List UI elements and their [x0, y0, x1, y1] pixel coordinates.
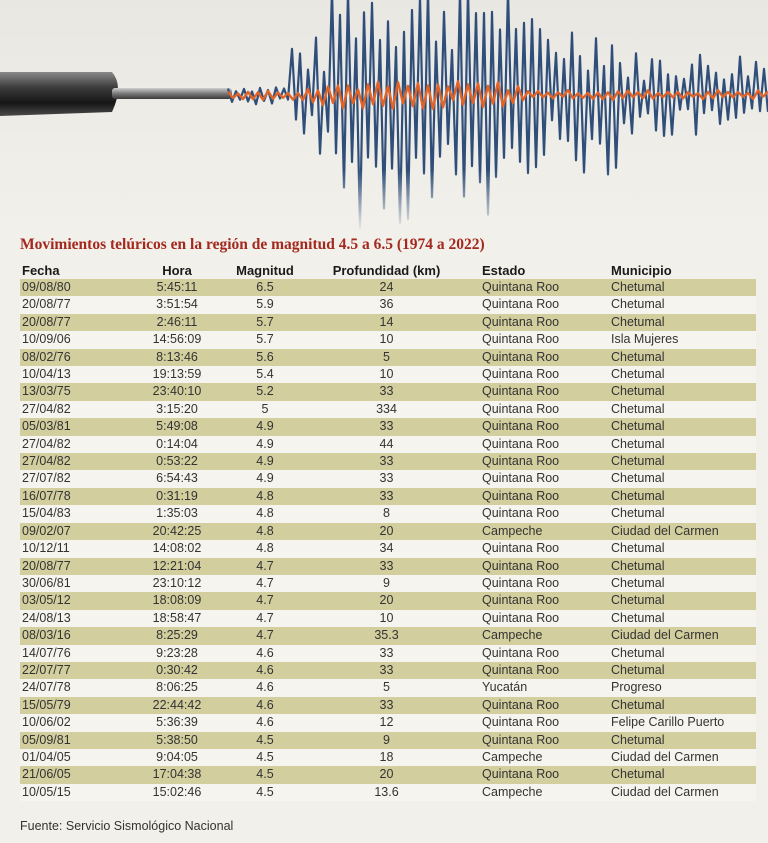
cell-municipio: Chetumal	[607, 453, 756, 470]
cell-estado: Quintana Roo	[470, 401, 607, 418]
table-row	[20, 558, 756, 575]
cell-municipio: Chetumal	[607, 540, 756, 557]
cell-fecha: 24/07/78	[20, 679, 127, 696]
cell-estado: Quintana Roo	[470, 732, 607, 749]
cell-municipio: Chetumal	[607, 383, 756, 400]
cell-estado: Quintana Roo	[470, 575, 607, 592]
cell-magnitud: 4.6	[227, 714, 303, 731]
cell-profundidad: 33	[303, 470, 470, 487]
cell-magnitud: 4.9	[227, 436, 303, 453]
cell-magnitud: 4.9	[227, 418, 303, 435]
cell-profundidad: 9	[303, 732, 470, 749]
cell-profundidad: 33	[303, 697, 470, 714]
cell-hora: 2:46:11	[127, 314, 227, 331]
cell-magnitud: 5.9	[227, 296, 303, 313]
cell-estado: Quintana Roo	[470, 592, 607, 609]
table-row	[20, 592, 756, 609]
cell-municipio: Chetumal	[607, 697, 756, 714]
cell-municipio: Isla Mujeres	[607, 331, 756, 348]
table-row	[20, 418, 756, 435]
seismograph-illustration	[0, 0, 768, 232]
cell-profundidad: 36	[303, 296, 470, 313]
cell-fecha: 22/07/77	[20, 662, 127, 679]
cell-magnitud: 4.8	[227, 505, 303, 522]
cell-hora: 5:38:50	[127, 732, 227, 749]
cell-fecha: 08/02/76	[20, 349, 127, 366]
cell-municipio: Chetumal	[607, 575, 756, 592]
cell-municipio: Chetumal	[607, 505, 756, 522]
cell-municipio: Ciudad del Carmen	[607, 784, 756, 801]
cell-municipio: Ciudad del Carmen	[607, 523, 756, 540]
cell-estado: Quintana Roo	[470, 697, 607, 714]
cell-municipio: Chetumal	[607, 470, 756, 487]
cell-municipio: Chetumal	[607, 662, 756, 679]
cell-hora: 23:10:12	[127, 575, 227, 592]
table-row	[20, 453, 756, 470]
cell-hora: 8:06:25	[127, 679, 227, 696]
cell-hora: 17:04:38	[127, 766, 227, 783]
cell-municipio: Chetumal	[607, 766, 756, 783]
cell-profundidad: 20	[303, 766, 470, 783]
cell-magnitud: 4.8	[227, 540, 303, 557]
cell-estado: Campeche	[470, 749, 607, 766]
cell-magnitud: 5.2	[227, 383, 303, 400]
cell-profundidad: 33	[303, 558, 470, 575]
cell-fecha: 10/12/11	[20, 540, 127, 557]
cell-fecha: 13/03/75	[20, 383, 127, 400]
cell-estado: Quintana Roo	[470, 662, 607, 679]
cell-hora: 5:45:11	[127, 279, 227, 296]
cell-magnitud: 4.7	[227, 610, 303, 627]
table-title: Movimientos telúricos en la región de magnitud 4.5 a 6.5 (1974 a 2022)	[20, 236, 485, 253]
table-row	[20, 331, 756, 348]
table-row	[20, 749, 756, 766]
cell-estado: Quintana Roo	[470, 470, 607, 487]
table-row	[20, 488, 756, 505]
cell-hora: 6:54:43	[127, 470, 227, 487]
cell-magnitud: 5.4	[227, 366, 303, 383]
cell-estado: Yucatán	[470, 679, 607, 696]
cell-fecha: 20/08/77	[20, 314, 127, 331]
cell-estado: Campeche	[470, 627, 607, 644]
cell-profundidad: 10	[303, 610, 470, 627]
cell-profundidad: 35.3	[303, 627, 470, 644]
cell-fecha: 27/04/82	[20, 453, 127, 470]
cell-profundidad: 24	[303, 279, 470, 296]
table-row	[20, 679, 756, 696]
cell-profundidad: 33	[303, 645, 470, 662]
cell-fecha: 09/02/07	[20, 523, 127, 540]
stylus-arm	[0, 72, 118, 116]
cell-hora: 0:31:19	[127, 488, 227, 505]
cell-hora: 5:36:39	[127, 714, 227, 731]
cell-fecha: 05/03/81	[20, 418, 127, 435]
cell-fecha: 20/08/77	[20, 296, 127, 313]
cell-fecha: 10/05/15	[20, 784, 127, 801]
table-row	[20, 627, 756, 644]
cell-estado: Quintana Roo	[470, 766, 607, 783]
cell-magnitud: 4.9	[227, 453, 303, 470]
cell-hora: 3:51:54	[127, 296, 227, 313]
cell-magnitud: 5.7	[227, 314, 303, 331]
table-row	[20, 366, 756, 383]
table-row	[20, 575, 756, 592]
table-row	[20, 662, 756, 679]
cell-municipio: Chetumal	[607, 610, 756, 627]
cell-estado: Quintana Roo	[470, 645, 607, 662]
cell-estado: Quintana Roo	[470, 505, 607, 522]
source-note: Fuente: Servicio Sismológico Nacional	[20, 819, 234, 833]
table-row	[20, 645, 756, 662]
table-row	[20, 470, 756, 487]
cell-hora: 1:35:03	[127, 505, 227, 522]
cell-estado: Quintana Roo	[470, 349, 607, 366]
header-hora: Hora	[162, 263, 192, 278]
stylus-tip	[112, 88, 232, 99]
cell-profundidad: 5	[303, 679, 470, 696]
cell-estado: Quintana Roo	[470, 436, 607, 453]
cell-municipio: Chetumal	[607, 418, 756, 435]
cell-hora: 18:58:47	[127, 610, 227, 627]
cell-fecha: 01/04/05	[20, 749, 127, 766]
cell-profundidad: 5	[303, 349, 470, 366]
cell-magnitud: 4.7	[227, 592, 303, 609]
cell-fecha: 24/08/13	[20, 610, 127, 627]
cell-fecha: 10/04/13	[20, 366, 127, 383]
table-row	[20, 766, 756, 783]
cell-fecha: 10/09/06	[20, 331, 127, 348]
cell-hora: 12:21:04	[127, 558, 227, 575]
cell-estado: Quintana Roo	[470, 418, 607, 435]
cell-estado: Quintana Roo	[470, 366, 607, 383]
cell-fecha: 27/04/82	[20, 401, 127, 418]
cell-municipio: Felipe Carillo Puerto	[607, 714, 756, 731]
cell-municipio: Chetumal	[607, 732, 756, 749]
cell-fecha: 08/03/16	[20, 627, 127, 644]
cell-fecha: 27/04/82	[20, 436, 127, 453]
cell-magnitud: 4.6	[227, 697, 303, 714]
cell-municipio: Chetumal	[607, 645, 756, 662]
cell-hora: 0:53:22	[127, 453, 227, 470]
cell-municipio: Chetumal	[607, 279, 756, 296]
table-row	[20, 697, 756, 714]
cell-profundidad: 334	[303, 401, 470, 418]
cell-hora: 9:23:28	[127, 645, 227, 662]
cell-hora: 0:14:04	[127, 436, 227, 453]
cell-estado: Quintana Roo	[470, 540, 607, 557]
cell-fecha: 16/07/78	[20, 488, 127, 505]
cell-hora: 14:56:09	[127, 331, 227, 348]
header-municipio: Municipio	[611, 263, 672, 278]
cell-hora: 19:13:59	[127, 366, 227, 383]
cell-fecha: 15/05/79	[20, 697, 127, 714]
cell-fecha: 15/04/83	[20, 505, 127, 522]
earthquake-table	[20, 262, 750, 801]
cell-profundidad: 13.6	[303, 784, 470, 801]
table-row	[20, 383, 756, 400]
cell-estado: Quintana Roo	[470, 453, 607, 470]
cell-fecha: 30/06/81	[20, 575, 127, 592]
table-row	[20, 540, 756, 557]
cell-magnitud: 4.5	[227, 766, 303, 783]
cell-municipio: Ciudad del Carmen	[607, 627, 756, 644]
cell-magnitud: 4.7	[227, 575, 303, 592]
cell-fecha: 20/08/77	[20, 558, 127, 575]
cell-municipio: Chetumal	[607, 592, 756, 609]
cell-profundidad: 33	[303, 383, 470, 400]
cell-magnitud: 6.5	[227, 279, 303, 296]
cell-magnitud: 4.7	[227, 627, 303, 644]
table-row	[20, 314, 756, 331]
cell-municipio: Chetumal	[607, 401, 756, 418]
cell-fecha: 10/06/02	[20, 714, 127, 731]
cell-magnitud: 5	[227, 401, 303, 418]
cell-magnitud: 4.6	[227, 662, 303, 679]
cell-estado: Quintana Roo	[470, 714, 607, 731]
cell-municipio: Ciudad del Carmen	[607, 749, 756, 766]
cell-magnitud: 4.5	[227, 749, 303, 766]
cell-municipio: Chetumal	[607, 436, 756, 453]
header-magnitud: Magnitud	[236, 263, 294, 278]
table-row	[20, 714, 756, 731]
table-row	[20, 523, 756, 540]
cell-municipio: Chetumal	[607, 366, 756, 383]
cell-profundidad: 12	[303, 714, 470, 731]
cell-magnitud: 4.5	[227, 784, 303, 801]
cell-hora: 9:04:05	[127, 749, 227, 766]
cell-fecha: 14/07/76	[20, 645, 127, 662]
cell-hora: 5:49:08	[127, 418, 227, 435]
cell-profundidad: 33	[303, 662, 470, 679]
cell-hora: 8:13:46	[127, 349, 227, 366]
cell-profundidad: 8	[303, 505, 470, 522]
cell-municipio: Chetumal	[607, 296, 756, 313]
cell-fecha: 03/05/12	[20, 592, 127, 609]
cell-fecha: 27/07/82	[20, 470, 127, 487]
cell-hora: 3:15:20	[127, 401, 227, 418]
cell-profundidad: 33	[303, 418, 470, 435]
seismograph-banner	[0, 0, 768, 232]
cell-hora: 22:44:42	[127, 697, 227, 714]
cell-hora: 14:08:02	[127, 540, 227, 557]
table-row	[20, 784, 756, 801]
table-row	[20, 296, 756, 313]
cell-profundidad: 33	[303, 488, 470, 505]
table-row	[20, 732, 756, 749]
cell-profundidad: 18	[303, 749, 470, 766]
cell-profundidad: 34	[303, 540, 470, 557]
cell-fecha: 09/08/80	[20, 279, 127, 296]
cell-estado: Quintana Roo	[470, 314, 607, 331]
header-profundidad: Profundidad (km)	[332, 263, 441, 278]
cell-profundidad: 10	[303, 331, 470, 348]
cell-municipio: Chetumal	[607, 558, 756, 575]
cell-hora: 8:25:29	[127, 627, 227, 644]
cell-profundidad: 10	[303, 366, 470, 383]
table-header-row	[20, 262, 756, 279]
cell-profundidad: 14	[303, 314, 470, 331]
cell-magnitud: 5.6	[227, 349, 303, 366]
table-row	[20, 610, 756, 627]
cell-estado: Quintana Roo	[470, 610, 607, 627]
cell-magnitud: 4.9	[227, 470, 303, 487]
cell-hora: 23:40:10	[127, 383, 227, 400]
table-row	[20, 349, 756, 366]
cell-estado: Quintana Roo	[470, 488, 607, 505]
cell-estado: Quintana Roo	[470, 331, 607, 348]
header-fecha: Fecha	[22, 263, 60, 278]
cell-profundidad: 9	[303, 575, 470, 592]
cell-estado: Campeche	[470, 784, 607, 801]
cell-magnitud: 5.7	[227, 331, 303, 348]
cell-profundidad: 20	[303, 592, 470, 609]
cell-municipio: Chetumal	[607, 349, 756, 366]
cell-estado: Quintana Roo	[470, 296, 607, 313]
cell-fecha: 21/06/05	[20, 766, 127, 783]
header-estado: Estado	[482, 263, 526, 278]
cell-profundidad: 33	[303, 453, 470, 470]
cell-municipio: Progreso	[607, 679, 756, 696]
cell-magnitud: 4.5	[227, 732, 303, 749]
cell-hora: 0:30:42	[127, 662, 227, 679]
cell-magnitud: 4.8	[227, 523, 303, 540]
cell-estado: Quintana Roo	[470, 279, 607, 296]
cell-hora: 20:42:25	[127, 523, 227, 540]
cell-profundidad: 20	[303, 523, 470, 540]
table-row	[20, 505, 756, 522]
cell-fecha: 05/09/81	[20, 732, 127, 749]
cell-estado: Campeche	[470, 523, 607, 540]
cell-magnitud: 4.6	[227, 645, 303, 662]
table-row	[20, 279, 756, 296]
cell-municipio: Chetumal	[607, 314, 756, 331]
cell-magnitud: 4.8	[227, 488, 303, 505]
table-row	[20, 401, 756, 418]
cell-estado: Quintana Roo	[470, 558, 607, 575]
cell-profundidad: 44	[303, 436, 470, 453]
cell-municipio: Chetumal	[607, 488, 756, 505]
cell-hora: 18:08:09	[127, 592, 227, 609]
table-row	[20, 436, 756, 453]
cell-magnitud: 4.6	[227, 679, 303, 696]
cell-estado: Quintana Roo	[470, 383, 607, 400]
cell-magnitud: 4.7	[227, 558, 303, 575]
cell-hora: 15:02:46	[127, 784, 227, 801]
